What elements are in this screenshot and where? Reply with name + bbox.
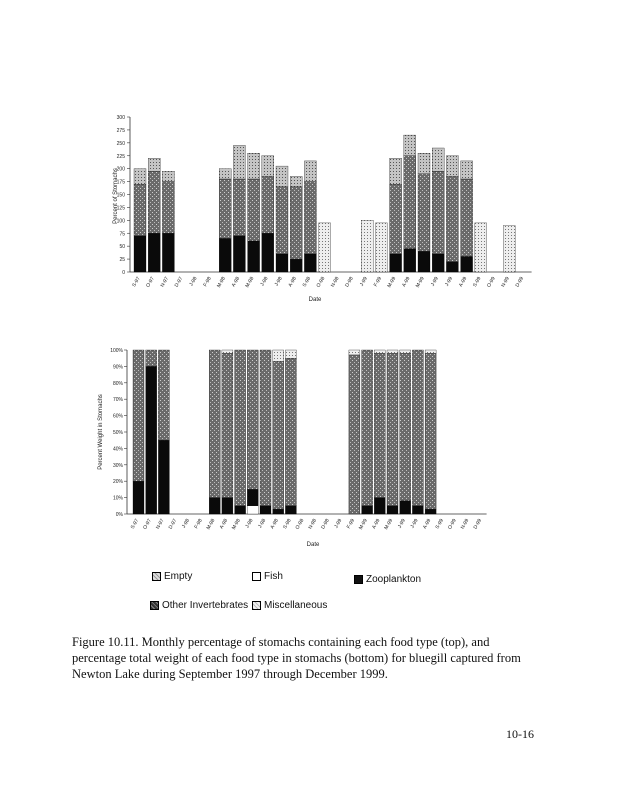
top-x-tick-label: O-97 [145,276,156,289]
bottom-bar-other-invertebrates [273,361,284,509]
bottom-x-tick-label: D-99 [472,518,484,531]
bottom-x-tick-label: J-98 [257,518,268,530]
bottom-bar-other-invertebrates [285,358,296,506]
bottom-bar-other-invertebrates [158,350,169,440]
bottom-bar-zooplankton [235,506,246,514]
bottom-bar-other-invertebrates [260,350,271,506]
bottom-y-tick-label: 40% [112,446,123,453]
bottom-bar-zooplankton [400,501,411,514]
bottom-x-tick-label: F-99 [345,518,357,530]
top-x-tick-label: J-98 [259,276,270,288]
bottom-ylabel: Percent Weight in Stomachs [98,394,104,470]
bottom-bar-other-invertebrates [146,350,157,366]
bottom-bar-miscellaneous [400,350,411,353]
bottom-y-tick-label: 100% [110,348,123,354]
bottom-bar-zooplankton [158,440,169,514]
bottom-bar-fish [247,506,258,514]
bottom-x-tick-label: N-99 [459,518,471,531]
bottom-bar-zooplankton [222,498,233,514]
top-y-tick-label: 150 [116,192,125,199]
top-x-tick-label: N-97 [159,276,171,289]
bottom-y-tick-label: 60% [112,413,123,420]
top-y-tick-label: 175 [116,179,125,186]
top-x-tick-label: O-98 [315,276,327,289]
bottom-y-tick-label: 90% [112,364,123,371]
top-y-tick-label: 300 [116,115,125,121]
top-x-tick-label: A-98 [230,276,242,289]
top-x-tick-label: M-99 [414,276,426,289]
bottom-y-tick-label: 30% [112,462,123,469]
bottom-x-tick-label: S-99 [434,518,446,531]
bottom-x-tick-label: N-97 [155,518,166,531]
bottom-x-tick-label: D-98 [320,518,331,531]
legend-item-empty [152,571,192,582]
bottom-xlabel: Date [306,542,320,548]
legend-item-zooplankton [354,574,421,585]
bottom-x-tick-label: N-98 [307,518,319,531]
bottom-bar-other-invertebrates [209,350,220,498]
bottom-bar-other-invertebrates [247,350,258,489]
bottom-x-tick-label: A-98 [218,518,230,531]
top-y-tick-label: 225 [116,153,125,160]
bottom-x-tick-label: O-99 [446,518,458,531]
bottom-bar-miscellaneous [222,350,233,353]
legend-item-other-invertebrates [150,600,248,611]
bottom-bar-zooplankton [374,498,385,514]
top-x-tick-label: S-97 [131,276,142,289]
bottom-bar-zooplankton [260,506,271,514]
bottom-bar-zooplankton [362,506,373,514]
bottom-x-tick-label: J-99 [409,518,420,530]
bottom-x-tick-label: M-99 [357,518,369,531]
top-y-tick-label: 200 [116,166,125,173]
bottom-bar-zooplankton [412,506,423,514]
bottom-x-tick-label: J-99 [396,518,407,530]
bottom-bar-miscellaneous [285,350,296,358]
bottom-bar-zooplankton [387,506,398,514]
bottom-bar-zooplankton [133,481,144,514]
bottom-x-tick-label: A-98 [269,518,280,531]
legend-item-fish [252,571,283,582]
bottom-y-tick-label: 80% [112,380,123,387]
top-y-tick-label: 0 [122,270,125,276]
top-x-tick-label: D-99 [514,276,526,289]
top-y-tick-label: 75 [119,231,125,238]
legend-item-miscellaneous [252,600,327,611]
legend-label-fish: Fish [264,571,283,582]
top-y-tick-label: 25 [119,257,125,264]
bottom-x-tick-label: D-97 [167,518,179,531]
bottom-bar-miscellaneous [387,350,398,353]
top-x-tick-label: D-97 [173,276,185,289]
bottom-bar-zooplankton [209,498,220,514]
figure-caption: Figure 10.11. Monthly percentage of stomachs containing each food type (top), and percentage total weight of each food type in stomachs (bottom) for bluegill captured from Newton Lake during September 1997 through December 1999. [72,635,521,681]
bottom-bar-other-invertebrates [362,350,373,506]
top-y-tick-label: 275 [116,127,125,134]
bottom-x-tick-label: O-97 [142,518,153,531]
bottom-bar-zooplankton [285,506,296,514]
top-y-tick-label: 125 [116,205,125,212]
bottom-x-tick-label: M-99 [383,518,395,531]
bottom-bar-miscellaneous [349,350,360,355]
top-x-tick-label: F-99 [372,276,384,288]
bottom-x-tick-label: A-99 [371,518,382,531]
legend-label-empty: Empty [164,571,193,582]
top-xlabel: Date [308,297,322,303]
bottom-y-tick-label: 10% [112,495,123,502]
bottom-bar-other-invertebrates [374,353,385,497]
top-x-tick-label: F-98 [202,276,213,288]
legend-swatch-zooplankton [354,575,363,584]
top-x-tick-label: D-98 [344,276,355,289]
top-ylabel: Percent of Stomachs [113,168,119,224]
bottom-bar-other-invertebrates [425,353,436,509]
bottom-x-tick-label: M-98 [230,518,242,531]
bottom-bar-other-invertebrates [412,350,423,506]
bottom-bar-other-invertebrates [387,353,398,506]
top-x-tick-label: A-98 [287,276,298,289]
bottom-x-tick-label: F-98 [193,518,204,530]
legend-swatch-fish [252,572,261,581]
bottom-y-tick-label: 70% [112,397,123,404]
bottom-x-tick-label: M-98 [205,518,217,531]
bottom-x-tick-label: J-98 [180,518,192,530]
legend-label-other-invertebrates: Other Invertebrates [162,600,249,611]
top-x-tick-label: A-99 [457,276,469,289]
top-x-tick-label: M-98 [216,276,227,289]
legend-swatch-empty [152,572,161,581]
top-x-tick-label: A-99 [401,276,412,289]
top-x-tick-label: M-99 [386,276,398,289]
top-y-tick-label: 100 [116,218,125,225]
bottom-bar-zooplankton [247,489,258,505]
bottom-x-tick-label: S-97 [129,518,141,531]
bottom-bar-zooplankton [425,509,436,514]
top-y-tick-label: 250 [116,140,125,147]
bottom-bar-zooplankton [146,366,157,514]
legend-label-miscellaneous: Miscellaneous [264,600,328,611]
bottom-bar-miscellaneous [374,350,385,353]
top-x-tick-label: O-99 [485,276,497,289]
legend-label-zooplankton: Zooplankton [366,574,422,585]
bottom-bar-miscellaneous [273,350,284,361]
bottom-bars [133,350,436,514]
top-x-tick-label: N-99 [500,276,511,289]
top-x-tick-label: J-99 [358,276,369,288]
bottom-bar-other-invertebrates [222,353,233,497]
bottom-bar-other-invertebrates [349,355,360,514]
top-x-tick-label: S-99 [472,276,483,289]
top-x-tick-label: M-98 [244,276,256,289]
bottom-bar-zooplankton [273,509,284,514]
top-x-tick-label: J-98 [188,276,199,288]
top-x-tick-label: S-98 [301,276,313,289]
top-y-tick-label: 50 [119,244,125,251]
bottom-x-tick-label: J-99 [333,518,344,530]
bottom-x-tick-label: J-98 [244,518,255,530]
bottom-bar-other-invertebrates [235,350,246,506]
top-x-tick-label: N-98 [329,276,341,289]
top-x-tick-label: J-99 [429,276,440,288]
bottom-x-tick-label: S-98 [282,518,293,531]
bottom-bar-miscellaneous [425,350,436,353]
bottom-x-tick-label: O-98 [294,518,306,531]
legend-swatch-other-invertebrates [150,601,159,610]
legend-swatch-miscellaneous [252,601,261,610]
page-number: 10-16 [506,727,534,741]
bottom-y-tick-label: 50% [112,430,123,436]
bottom-bar-other-invertebrates [400,353,411,501]
top-x-tick-label: J-99 [444,276,455,288]
bottom-y-tick-label: 20% [112,479,123,486]
bottom-x-tick-label: A-99 [421,518,433,531]
bottom-bar-other-invertebrates [133,350,144,481]
top-x-tick-label: J-98 [273,276,284,288]
bottom-y-tick-label: 0% [115,512,123,518]
